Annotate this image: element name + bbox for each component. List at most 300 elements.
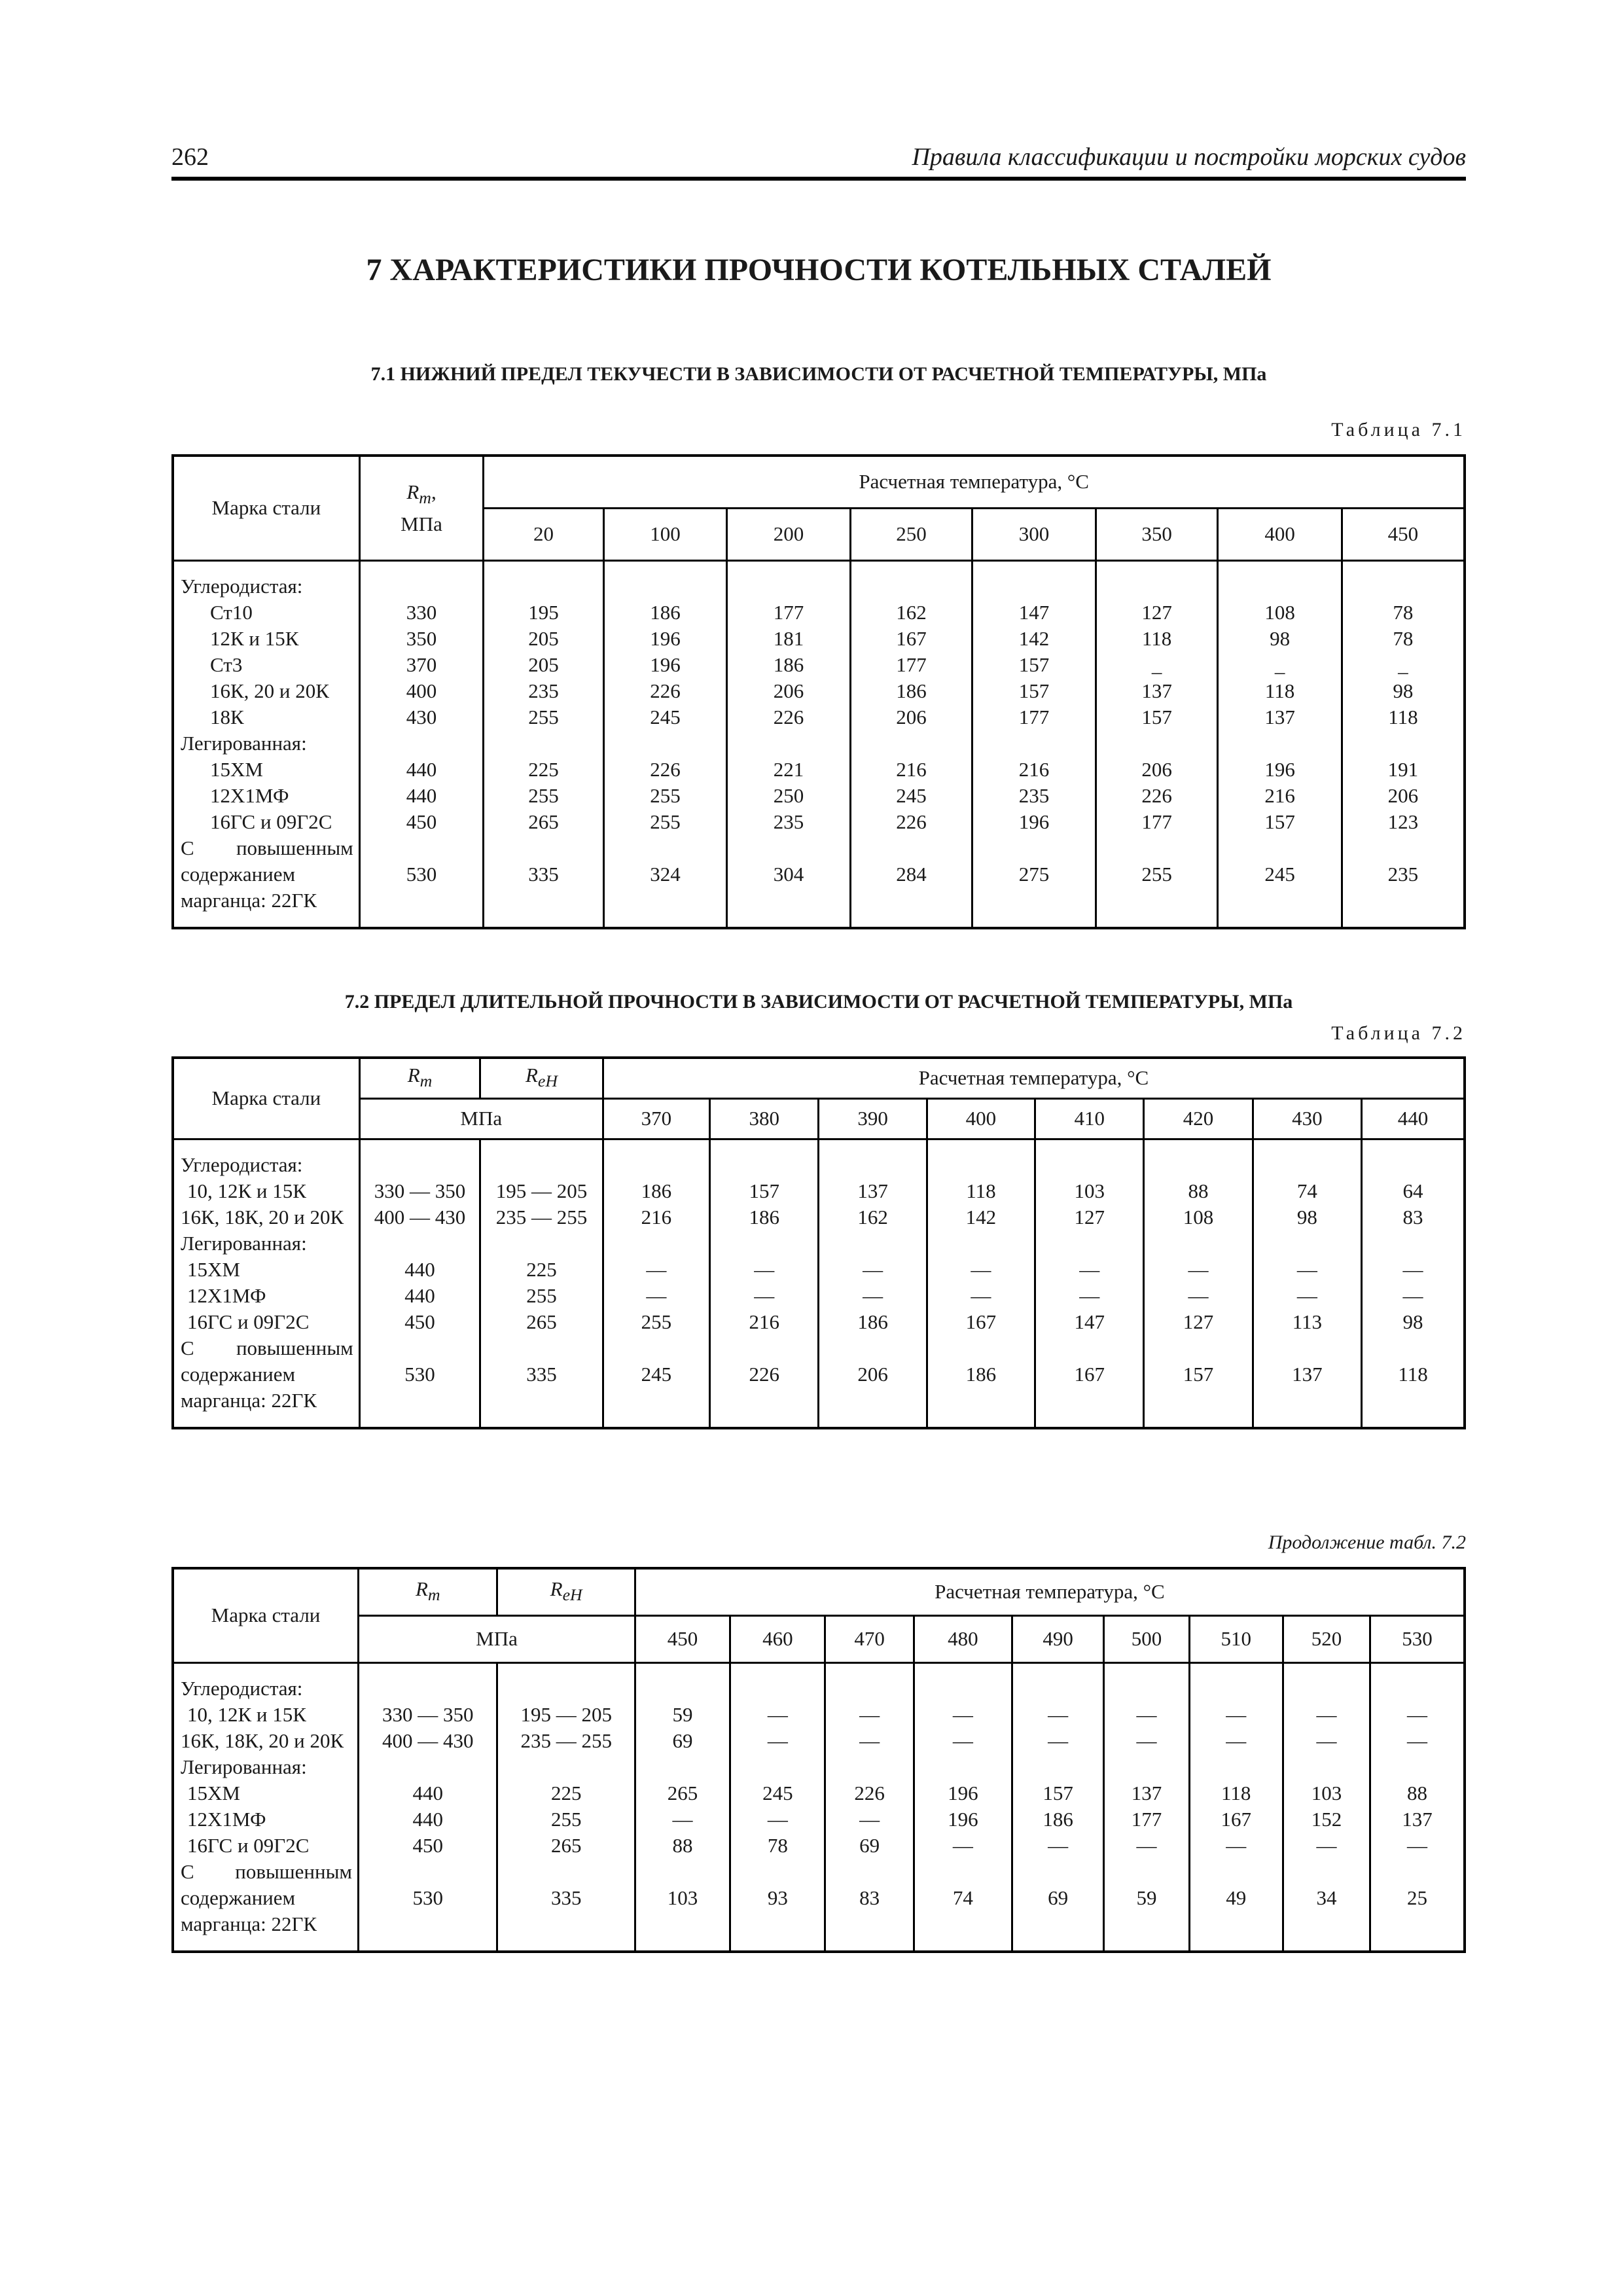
cell-value: — [1189,1702,1283,1728]
header-temp-value: 350 [1096,508,1218,560]
cell-value: 162 [850,600,972,626]
table-row [173,1283,1465,1309]
header-temp-value: 520 [1283,1615,1370,1662]
cell-value: — [603,1257,709,1283]
rm-comma: , [431,480,437,503]
cell-reh: 225 [497,1780,635,1806]
cell-value: 216 [603,1204,709,1230]
header-grade: Марка стали [173,1568,359,1662]
cell-value: 93 [730,1885,825,1911]
cell-grade: содержанием [173,1885,359,1911]
cell-value: 157 [972,678,1096,704]
cell-rm: 440 [359,1283,480,1309]
cell-value: — [1012,1833,1104,1859]
cell-value: 167 [1035,1361,1144,1388]
header-rule [171,177,1466,181]
cell-value: 196 [603,626,727,652]
cell-grade: 15ХМ [173,1257,359,1283]
cell-value: — [914,1833,1012,1859]
header-temp-value: 440 [1362,1098,1465,1139]
cell-grade: 12К и 15К [173,626,359,652]
cell-value: 147 [972,600,1096,626]
cell-value: 216 [972,757,1096,783]
cell-reh: 335 [497,1885,635,1911]
cell-value: 245 [603,1361,709,1388]
cell-value: 186 [927,1361,1035,1388]
cell-rm: 440 [359,1780,497,1806]
rm-symbol: R [415,1577,428,1600]
reh-subscript: eH [537,1071,558,1090]
header-temp-value: 430 [1253,1098,1361,1139]
group-row [173,1859,1465,1885]
cell-value: — [1370,1833,1465,1859]
cell-value: 255 [1096,861,1218,888]
cell-value: 69 [825,1833,914,1859]
cell-value: — [927,1283,1035,1309]
cell-grade: Ст3 [173,652,359,678]
reh-symbol: R [550,1577,563,1600]
cell-reh: 265 [497,1833,635,1859]
cell-value: 255 [484,704,603,730]
cell-grade: 16ГС и 09Г2С [173,809,359,835]
cell-grade: 16К, 20 и 20К [173,678,359,704]
group-label: С повышенным [173,1335,359,1361]
cell-value: 196 [914,1806,1012,1833]
cell-value: 216 [850,757,972,783]
cell-value: 235 [727,809,851,835]
cell-value: 206 [1096,757,1218,783]
cell-value: 206 [1342,783,1465,809]
cell-value: 137 [1218,704,1342,730]
rm-symbol: R [406,480,419,503]
cell-value: 103 [635,1885,730,1911]
cell-value: 142 [927,1204,1035,1230]
cell-value: — [1283,1702,1370,1728]
cell-value: 137 [819,1178,927,1204]
cell-value: 74 [1253,1178,1361,1204]
cell-value: 157 [1012,1780,1104,1806]
cell-value: 177 [727,600,851,626]
header-unit: МПа [359,1098,603,1139]
cell-value: — [825,1702,914,1728]
table-row [173,757,1465,783]
header-temp-value: 380 [710,1098,819,1139]
cell-value: — [1104,1833,1189,1859]
cell-rm: 530 [359,1885,497,1911]
group-label: Углеродистая: [173,1139,359,1178]
cell-value: 226 [1096,783,1218,809]
cell-value: 108 [1144,1204,1253,1230]
cell-value: 196 [603,652,727,678]
cell-value: 118 [1362,1361,1465,1388]
cell-value: — [819,1283,927,1309]
cell-value: 206 [727,678,851,704]
header-temp-value: 450 [1342,508,1465,560]
cell-value: — [1362,1283,1465,1309]
group-row [173,1911,1465,1952]
cell-value: 255 [603,809,727,835]
group-row [173,1230,1465,1257]
cell-value: — [1283,1728,1370,1754]
page-number: 262 [171,143,209,171]
cell-value: 157 [1096,704,1218,730]
header-temp-value: 100 [603,508,727,560]
cell-value: 98 [1342,678,1465,704]
cell-value: 113 [1253,1309,1361,1335]
cell-value: 34 [1283,1885,1370,1911]
cell-grade: 12Х1МФ [173,1283,359,1309]
cell-value: 177 [850,652,972,678]
cell-value: 216 [1218,783,1342,809]
cell-value: 88 [635,1833,730,1859]
cell-rm: 450 [359,1833,497,1859]
cell-value: 265 [635,1780,730,1806]
cell-value: — [1189,1728,1283,1754]
cell-value: 59 [635,1702,730,1728]
reh-subscript: eH [562,1585,582,1604]
cell-rm: 450 [359,1309,480,1335]
cell-value: — [1144,1283,1253,1309]
cell-value: 157 [972,652,1096,678]
table-row [173,652,1465,678]
cell-value: 69 [1012,1885,1104,1911]
table-row [173,1833,1465,1859]
cell-value: 49 [1189,1885,1283,1911]
cell-value: 83 [825,1885,914,1911]
cell-value: 186 [603,1178,709,1204]
cell-value: — [1144,1257,1253,1283]
cell-rm: 330 — 350 [359,1178,480,1204]
table-row [173,1257,1465,1283]
cell-reh: 225 [480,1257,603,1283]
cell-rm: 450 [359,809,484,835]
table-row [173,809,1465,835]
cell-grade: 16К, 18К, 20 и 20К [173,1204,359,1230]
header-temp-value: 510 [1189,1615,1283,1662]
cell-value: — [1012,1702,1104,1728]
header-temperature: Расчетная температура, °С [484,456,1465,508]
cell-value: 162 [819,1204,927,1230]
cell-rm: 400 — 430 [359,1204,480,1230]
cell-value: 25 [1370,1885,1465,1911]
cell-value: 255 [603,783,727,809]
cell-reh: 335 [480,1361,603,1388]
cell-value: 98 [1362,1309,1465,1335]
cell-value: — [914,1702,1012,1728]
table-row [173,1728,1465,1754]
table-row [173,704,1465,730]
table-row [173,1702,1465,1728]
rm-subscript: m [427,1585,440,1604]
cell-value: 137 [1253,1361,1361,1388]
header-temp-value: 470 [825,1615,914,1662]
cell-value: — [1104,1728,1189,1754]
section-title-7-1: 7.1 НИЖНИЙ ПРЕДЕЛ ТЕКУЧЕСТИ В ЗАВИСИМОСТИ ОТ РАСЧЕТНОЙ ТЕМПЕРАТУРЫ, МПа [370,363,1267,385]
group-row [173,888,1465,928]
cell-value: 186 [1012,1806,1104,1833]
cell-value: 181 [727,626,851,652]
cell-reh: 235 — 255 [497,1728,635,1754]
group-label: марганца: 22ГК [173,1911,359,1952]
cell-value: 221 [727,757,851,783]
group-row [173,1662,1465,1702]
cell-value: 137 [1370,1806,1465,1833]
cell-value: — [1035,1283,1144,1309]
table-7-2-continuation [171,1567,1466,1953]
cell-value: 226 [603,757,727,783]
header-temp-value: 460 [730,1615,825,1662]
cell-value: 250 [727,783,851,809]
cell-value: 98 [1253,1204,1361,1230]
cell-grade: 10, 12К и 15К [173,1178,359,1204]
cell-value: 186 [603,600,727,626]
cell-value: 103 [1283,1780,1370,1806]
cell-value: 167 [850,626,972,652]
cell-reh: 195 — 205 [497,1702,635,1728]
cell-value: 59 [1104,1885,1189,1911]
table-row [173,1178,1465,1204]
cell-value: 275 [972,861,1096,888]
cell-value: 196 [1218,757,1342,783]
cell-value: 255 [603,1309,709,1335]
group-row [173,835,1465,861]
cell-value: — [635,1806,730,1833]
table-row [173,1780,1465,1806]
cell-value: 226 [710,1361,819,1388]
cell-rm: 440 [359,1806,497,1833]
cell-value: 157 [1144,1361,1253,1388]
cell-value: 157 [1218,809,1342,835]
header-unit: МПа [359,1615,635,1662]
header-temp-value: 450 [635,1615,730,1662]
cell-value: 205 [484,652,603,678]
group-row [173,560,1465,600]
group-label: С повышенным [173,1859,359,1885]
cell-grade: 15ХМ [173,1780,359,1806]
cell-rm: 400 — 430 [359,1728,497,1754]
cell-value: 127 [1144,1309,1253,1335]
cell-value: 78 [730,1833,825,1859]
header-temp-value: 480 [914,1615,1012,1662]
header-temp-value: 370 [603,1098,709,1139]
cell-value: 98 [1218,626,1342,652]
cell-value: 206 [819,1361,927,1388]
cell-value: 245 [730,1780,825,1806]
table-row [173,783,1465,809]
header-temp-value: 410 [1035,1098,1144,1139]
cell-value: 123 [1342,809,1465,835]
cell-value: — [1012,1728,1104,1754]
table-row [173,626,1465,652]
cell-value: 205 [484,626,603,652]
cell-grade: 18К [173,704,359,730]
header-temp-value: 420 [1144,1098,1253,1139]
cell-value: 147 [1035,1309,1144,1335]
cell-value: 186 [850,678,972,704]
cell-value: 245 [850,783,972,809]
group-label: марганца: 22ГК [173,1388,359,1428]
cell-value: — [914,1728,1012,1754]
cell-reh: 255 [480,1283,603,1309]
header-temp-value: 390 [819,1098,927,1139]
cell-value: 186 [727,652,851,678]
cell-value: 142 [972,626,1096,652]
cell-value: 88 [1370,1780,1465,1806]
page-title: 7 ХАРАКТЕРИСТИКИ ПРОЧНОСТИ КОТЕЛЬНЫХ СТАЛЕЙ [366,253,1272,287]
rm-symbol: R [407,1063,420,1086]
table-7-2 [171,1056,1466,1429]
cell-value: 235 [1342,861,1465,888]
cell-value: — [730,1728,825,1754]
cell-value: 69 [635,1728,730,1754]
group-row [173,730,1465,757]
cell-value: — [730,1806,825,1833]
header-reh [497,1568,635,1615]
table-row [173,1204,1465,1230]
cell-rm: 530 [359,861,484,888]
cell-value: 186 [819,1309,927,1335]
cell-value: 118 [927,1178,1035,1204]
cell-grade: 10, 12К и 15К [173,1702,359,1728]
header-rm [359,456,484,560]
cell-value: 191 [1342,757,1465,783]
table-row [173,600,1465,626]
group-label: Углеродистая: [173,560,359,600]
group-label: Углеродистая: [173,1662,359,1702]
table-caption-7-1: Таблица 7.1 [1331,419,1466,440]
cell-value: 108 [1218,600,1342,626]
table-row [173,1361,1465,1388]
cell-value: 137 [1104,1780,1189,1806]
cell-rm: 370 [359,652,484,678]
cell-value: 78 [1342,600,1465,626]
cell-grade: Ст10 [173,600,359,626]
cell-value: — [730,1702,825,1728]
cell-value: — [1035,1257,1144,1283]
group-row [173,1139,1465,1178]
cell-value: — [825,1728,914,1754]
rm-subscript: m [419,1071,433,1090]
header-temp-value: 200 [727,508,851,560]
header-temp-value: 20 [484,508,603,560]
cell-value: 167 [1189,1806,1283,1833]
cell-value: _ [1218,652,1342,678]
cell-value: 324 [603,861,727,888]
cell-value: 127 [1035,1204,1144,1230]
header-temp-value: 400 [1218,508,1342,560]
cell-grade: 16ГС и 09Г2С [173,1309,359,1335]
cell-value: 64 [1362,1178,1465,1204]
cell-value: — [1253,1257,1361,1283]
table-row [173,678,1465,704]
cell-rm: 440 [359,1257,480,1283]
cell-value: _ [1342,652,1465,678]
group-label: марганца: 22ГК [173,888,359,928]
cell-value: 78 [1342,626,1465,652]
cell-reh: 255 [497,1806,635,1833]
cell-value: 226 [727,704,851,730]
cell-grade: 12Х1МФ [173,1806,359,1833]
header-temp-value: 400 [927,1098,1035,1139]
cell-value: _ [1096,652,1218,678]
cell-value: 167 [927,1309,1035,1335]
cell-value: 206 [850,704,972,730]
group-row [173,1335,1465,1361]
cell-value: 245 [1218,861,1342,888]
cell-value: 157 [710,1178,819,1204]
cell-value: 88 [1144,1178,1253,1204]
cell-value: — [1189,1833,1283,1859]
cell-value: 265 [484,809,603,835]
cell-rm: 400 [359,678,484,704]
table-7-1 [171,454,1466,929]
cell-grade: содержанием [173,861,359,888]
group-label: С повышенным [173,835,359,861]
cell-value: — [710,1283,819,1309]
table-row [173,1885,1465,1911]
cell-value: — [825,1806,914,1833]
cell-value: 225 [484,757,603,783]
cell-value: 177 [1096,809,1218,835]
table-row [173,1806,1465,1833]
table-row [173,861,1465,888]
cell-value: 118 [1342,704,1465,730]
cell-value: 195 [484,600,603,626]
header-temp-value: 530 [1370,1615,1465,1662]
cell-value: 226 [850,809,972,835]
cell-value: 137 [1096,678,1218,704]
group-label: Легированная: [173,1230,359,1257]
cell-value: 255 [484,783,603,809]
cell-value: 196 [972,809,1096,835]
cell-value: 127 [1096,600,1218,626]
header-temp-value: 300 [972,508,1096,560]
header-rm [359,1568,497,1615]
cell-value: — [710,1257,819,1283]
cell-value: — [1370,1702,1465,1728]
header-grade: Марка стали [173,1058,359,1139]
cell-value: 118 [1218,678,1342,704]
cell-rm: 430 [359,704,484,730]
header-temperature: Расчетная температура, °С [635,1568,1465,1615]
cell-value: 226 [603,678,727,704]
cell-value: 83 [1362,1204,1465,1230]
cell-value: 245 [603,704,727,730]
cell-grade: 16К, 18К, 20 и 20К [173,1728,359,1754]
group-row [173,1388,1465,1428]
group-label: Легированная: [173,730,359,757]
cell-rm: 350 [359,626,484,652]
cell-grade: 16ГС и 09Г2С [173,1833,359,1859]
cell-value: 177 [972,704,1096,730]
rm-subscript: m [419,488,431,507]
cell-value: — [1283,1833,1370,1859]
section-title-7-2: 7.2 ПРЕДЕЛ ДЛИТЕЛЬНОЙ ПРОЧНОСТИ В ЗАВИСИМОСТИ ОТ РАСЧЕТНОЙ ТЕМПЕРАТУРЫ, МПа [344,991,1293,1013]
cell-rm: 530 [359,1361,480,1388]
cell-value: — [603,1283,709,1309]
running-title: Правила классификации и постройки морских судов [912,143,1466,171]
cell-grade: 12Х1МФ [173,783,359,809]
header-grade: Марка стали [173,456,359,560]
cell-grade: содержанием [173,1361,359,1388]
cell-rm: 330 — 350 [359,1702,497,1728]
group-row [173,1754,1465,1780]
cell-value: 304 [727,861,851,888]
reh-symbol: R [525,1063,538,1086]
header-reh [480,1058,603,1098]
cell-value: 103 [1035,1178,1144,1204]
cell-value: 335 [484,861,603,888]
